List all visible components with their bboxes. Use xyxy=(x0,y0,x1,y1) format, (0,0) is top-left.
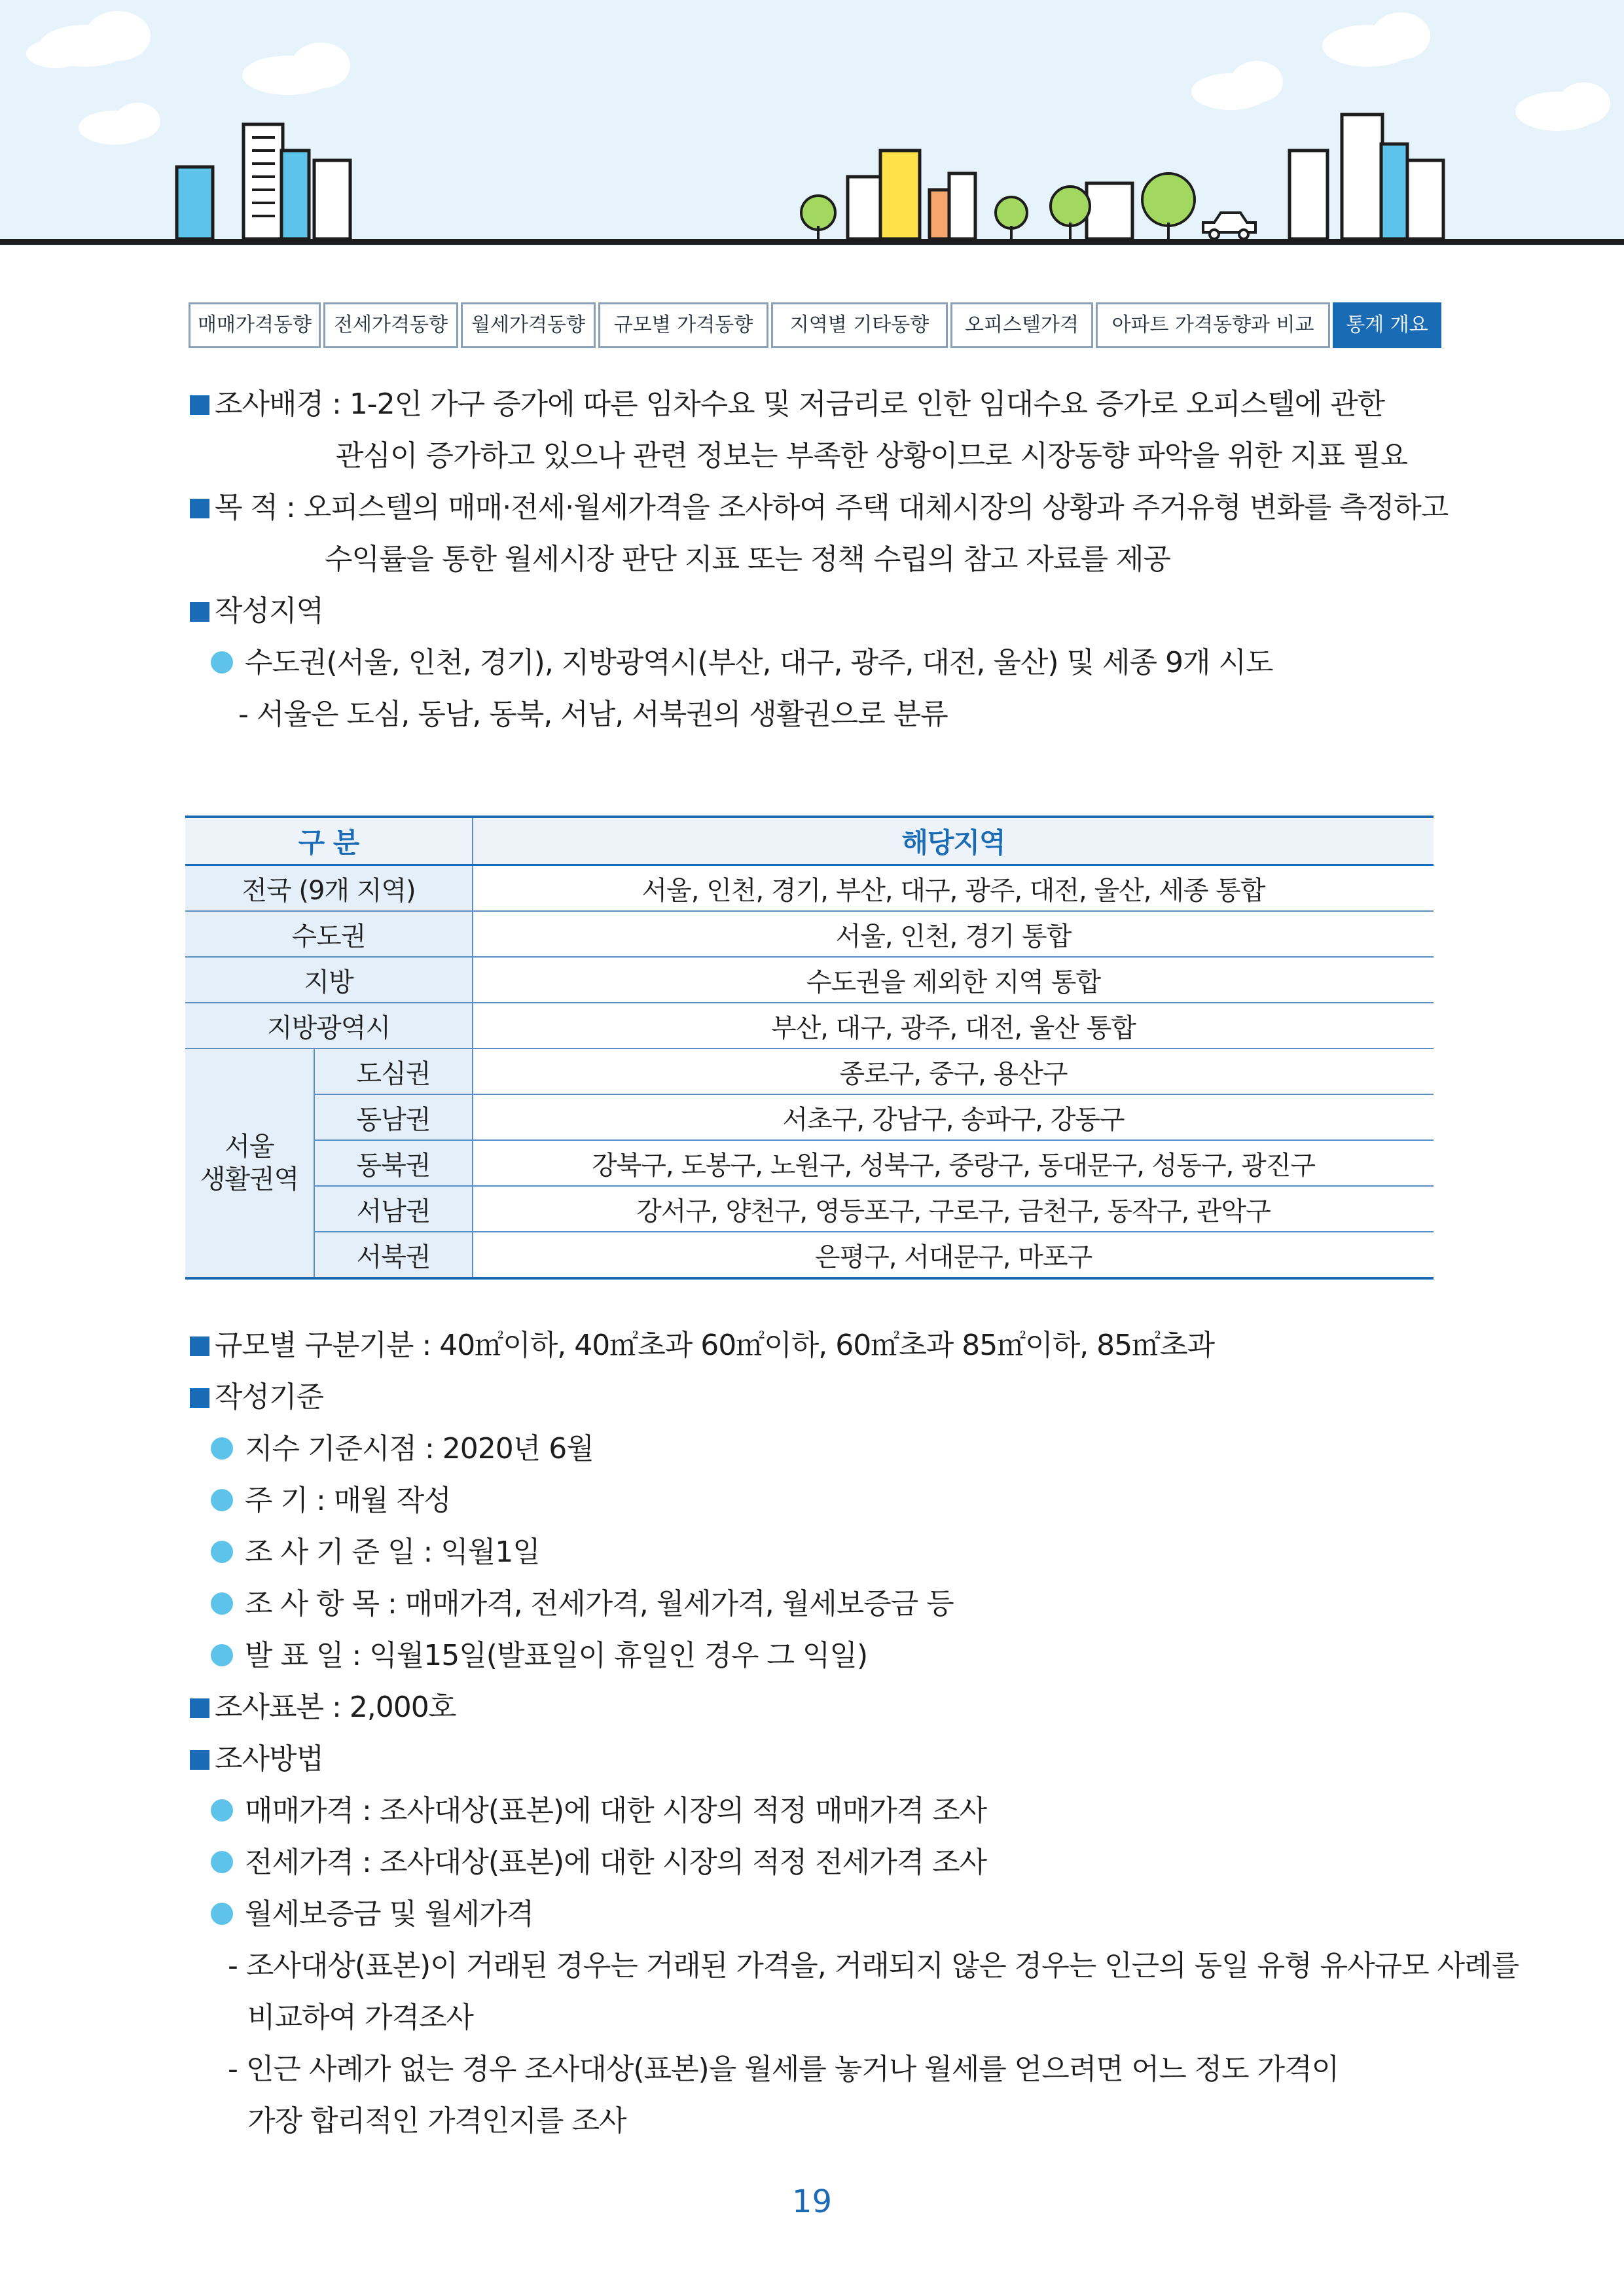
table-cell-subregion: 동남권 xyxy=(314,1094,473,1140)
method-item: 매매가격 : 조사대상(표본)에 대한 시장의 적정 매매가격 조사 xyxy=(211,1791,986,1831)
table-header-region: 해당지역 xyxy=(473,817,1434,865)
round-bullet-icon xyxy=(211,1592,233,1615)
standard-item: 조 사 항 목 : 매매가격, 전세가격, 월세가격, 월세보증금 등 xyxy=(211,1585,954,1624)
table-cell-region: 서초구, 강남구, 송파구, 강동구 xyxy=(473,1094,1434,1140)
round-bullet-icon xyxy=(211,1437,233,1460)
section-tabs xyxy=(189,302,1444,348)
table-cell-subregion: 서북권 xyxy=(314,1232,473,1278)
table-cell-region: 강서구, 양천구, 영등포구, 구로구, 금천구, 동작구, 관악구 xyxy=(473,1186,1434,1232)
square-bullet-icon xyxy=(190,1750,209,1770)
tab-regional-other[interactable]: 지역별 기타동향 xyxy=(771,302,948,348)
table-row xyxy=(185,911,1434,957)
size-criteria-line: 규모별 구분기분 : 40㎡이하, 40㎡초과 60㎡이하, 60㎡초과 85㎡이하, 85㎡초과 xyxy=(190,1326,1214,1365)
tab-officetel-price[interactable]: 오피스텔가격 xyxy=(950,302,1093,348)
tab-apartment-compare[interactable]: 아파트 가격동향과 비교 xyxy=(1096,302,1330,348)
table-row xyxy=(185,1140,1434,1186)
table-cell-region: 강북구, 도봉구, 노원구, 성북구, 중랑구, 동대문구, 성동구, 광진구 xyxy=(473,1140,1434,1186)
car-icon xyxy=(1203,213,1255,239)
table-cell-subregion: 동북권 xyxy=(314,1140,473,1186)
header-illustration xyxy=(0,0,1624,245)
round-bullet-icon xyxy=(211,1799,233,1821)
tab-monthly-rent[interactable]: 월세가격동향 xyxy=(461,302,596,348)
table-row xyxy=(185,865,1434,912)
method-subnote: - 인근 사례가 없는 경우 조사대상(표본)을 월세를 놓거나 월세를 얻으려면 어느 정도 가격이 xyxy=(228,2053,1339,2086)
table-cell-category: 전국 (9개 지역) xyxy=(185,865,473,912)
table-row xyxy=(185,957,1434,1003)
background-line2: 관심이 증가하고 있으나 관련 정보는 부족한 상황이므로 시장동향 파악을 위한 지표 필요 xyxy=(336,439,1407,473)
standard-heading: 작성기준 xyxy=(190,1378,323,1417)
table-row xyxy=(185,1232,1434,1278)
method-subnote-cont: 가장 합리적인 가격인지를 조사 xyxy=(247,2104,626,2138)
table-header-category: 구 분 xyxy=(185,817,473,865)
table-cell-subregion: 서남권 xyxy=(314,1186,473,1232)
table-cell-category: 지방 xyxy=(185,957,473,1003)
table-row xyxy=(185,1049,1434,1094)
table-row xyxy=(185,1003,1434,1049)
table-row xyxy=(185,1186,1434,1232)
square-bullet-icon xyxy=(190,1698,209,1718)
area-bullet: 수도권(서울, 인천, 경기), 지방광역시(부산, 대구, 광주, 대전, 울산) 및 세종 9개 시도 xyxy=(211,643,1273,683)
method-subnote-cont: 비교하여 가격조사 xyxy=(247,2001,474,2034)
round-bullet-icon xyxy=(211,1644,233,1666)
table-cell-region: 부산, 대구, 광주, 대전, 울산 통합 xyxy=(473,1003,1434,1049)
square-bullet-icon xyxy=(190,499,209,518)
area-heading: 작성지역 xyxy=(190,592,323,631)
purpose-line1: 목 적 : 오피스텔의 매매·전세·월세가격을 조사하여 주택 대체시장의 상황과 주거유형 변화를 측정하고 xyxy=(190,488,1448,528)
table-cell-subregion: 도심권 xyxy=(314,1049,473,1094)
page-number: 19 xyxy=(791,2183,833,2220)
method-item: 월세보증금 및 월세가격 xyxy=(211,1895,533,1934)
table-cell-category: 수도권 xyxy=(185,911,473,957)
background-line1: 조사배경 : 1-2인 가구 증가에 따른 임차수요 및 저금리로 인한 임대수요 증가로 오피스텔에 관한 xyxy=(190,385,1384,424)
square-bullet-icon xyxy=(190,1336,209,1356)
square-bullet-icon xyxy=(190,1388,209,1408)
table-cell-region: 수도권을 제외한 지역 통합 xyxy=(473,957,1434,1003)
area-subnote: - 서울은 도심, 동남, 동북, 서남, 서북권의 생활권으로 분류 xyxy=(238,698,948,731)
table-cell-region: 서울, 인천, 경기 통합 xyxy=(473,911,1434,957)
method-item: 전세가격 : 조사대상(표본)에 대한 시장의 적정 전세가격 조사 xyxy=(211,1843,986,1882)
region-table xyxy=(185,816,1434,1280)
table-cell-region: 종로구, 중구, 용산구 xyxy=(473,1049,1434,1094)
round-bullet-icon xyxy=(211,651,233,673)
table-cell-seoul-group: 서울 생활권역 xyxy=(185,1049,314,1278)
standard-item: 주 기 : 매월 작성 xyxy=(211,1481,451,1520)
tab-size-price[interactable]: 규모별 가격동향 xyxy=(598,302,768,348)
round-bullet-icon xyxy=(211,1489,233,1511)
tab-sale-price[interactable]: 매매가격동향 xyxy=(189,302,321,348)
method-heading: 조사방법 xyxy=(190,1740,323,1779)
table-row xyxy=(185,1094,1434,1140)
sample-line: 조사표본 : 2,000호 xyxy=(190,1688,456,1727)
round-bullet-icon xyxy=(211,1541,233,1563)
square-bullet-icon xyxy=(190,395,209,415)
table-cell-region: 서울, 인천, 경기, 부산, 대구, 광주, 대전, 울산, 세종 통합 xyxy=(473,865,1434,912)
tab-statistics-overview[interactable]: 통계 개요 xyxy=(1333,302,1441,348)
table-cell-category: 지방광역시 xyxy=(185,1003,473,1049)
method-subnote: - 조사대상(표본)이 거래된 경우는 거래된 가격을, 거래되지 않은 경우는 인근의 동일 유형 유사규모 사례를 xyxy=(228,1949,1519,1982)
square-bullet-icon xyxy=(190,602,209,622)
purpose-line2: 수익률을 통한 월세시장 판단 지표 또는 정책 수립의 참고 자료를 제공 xyxy=(325,543,1170,576)
table-cell-region: 은평구, 서대문구, 마포구 xyxy=(473,1232,1434,1278)
standard-item: 발 표 일 : 익월15일(발표일이 휴일인 경우 그 익일) xyxy=(211,1636,867,1676)
round-bullet-icon xyxy=(211,1851,233,1873)
standard-item: 조 사 기 준 일 : 익월1일 xyxy=(211,1533,540,1572)
standard-item: 지수 기준시점 : 2020년 6월 xyxy=(211,1429,594,1469)
tab-jeonse-price[interactable]: 전세가격동향 xyxy=(323,302,458,348)
city-skyline-illustration xyxy=(0,0,1624,245)
round-bullet-icon xyxy=(211,1903,233,1925)
